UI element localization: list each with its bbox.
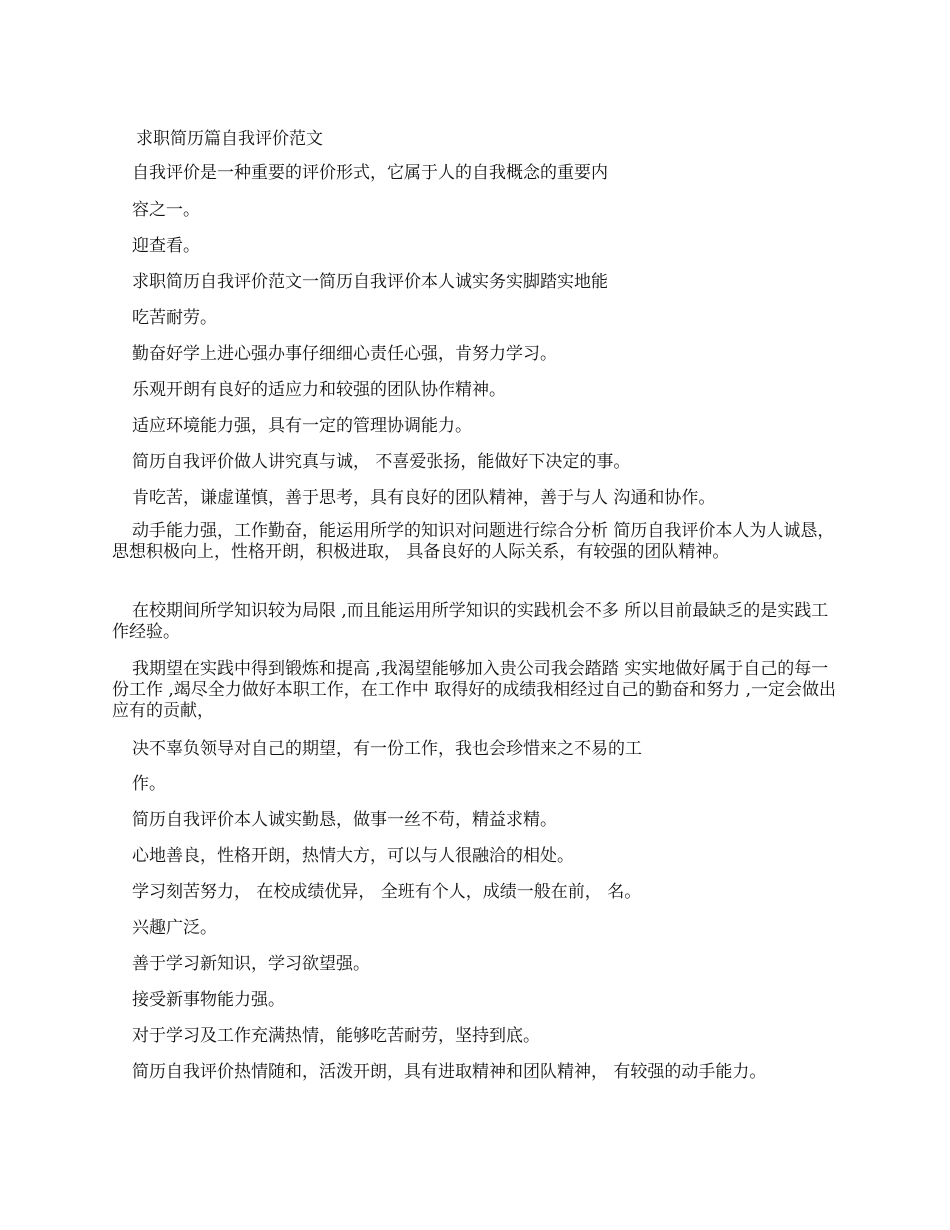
- paragraph: 求职简历自我评价范文一简历自我评价本人诚实务实脚踏实地能: [132, 272, 608, 292]
- paragraph: 对于学习及工作充满热情，能够吃苦耐劳，坚持到底。: [132, 1026, 540, 1046]
- document-title: 求职简历篇自我评价范文: [136, 129, 323, 149]
- paragraph: 在校期间所学知识较为局限 ,而且能运用所学知识的实践机会不多 所以目前最缺乏的是实践工作经验。: [112, 601, 829, 642]
- paragraph: 简历自我评价做人讲究真与诚， 不喜爱张扬，能做好下决定的事。: [132, 452, 631, 472]
- paragraph: 动手能力强，工作勤奋，能运用所学的知识对问题进行综合分析 简历自我评价本人为人诚恳，思想积极向上，性格开朗，积极进取， 具备良好的人际关系，有较强的团队精神。: [112, 521, 835, 562]
- paragraph: 心地善良，性格开朗，热情大方，可以与人很融洽的相处。: [132, 846, 574, 866]
- paragraph: 乐观开朗有良好的适应力和较强的团队协作精神。: [132, 380, 506, 400]
- paragraph: 容之一。: [132, 200, 200, 220]
- paragraph: 作。: [132, 774, 166, 794]
- paragraph: 适应环境能力强，具有一定的管理协调能力。: [132, 416, 472, 436]
- paragraph: 勤奋好学上进心强办事仔细细心责任心强，肯努力学习。: [132, 344, 557, 364]
- paragraph: 兴趣广泛。: [132, 918, 217, 938]
- paragraph: 迎查看。: [132, 236, 200, 256]
- paragraph: 吃苦耐劳。: [132, 308, 217, 328]
- paragraph: 我期望在实践中得到锻炼和提高 ,我渴望能够加入贵公司我会踏踏 实实地做好属于自己的每一份工作 ,竭尽全力做好本职工作，在工作中 取得好的成绩我相经过自己的勤奋和努力 ,一定会做出应有的贡献，: [112, 659, 837, 721]
- paragraph: 简历自我评价本人诚实勤恳，做事一丝不苟，精益求精。: [132, 810, 557, 830]
- paragraph: 学习刻苦努力， 在校成绩优异， 全班有个人，成绩一般在前， 名。: [132, 882, 642, 902]
- paragraph: 善于学习新知识，学习欲望强。: [132, 954, 370, 974]
- paragraph: 接受新事物能力强。: [132, 990, 285, 1010]
- paragraph: 自我评价是一种重要的评价形式，它属于人的自我概念的重要内: [132, 163, 608, 183]
- paragraph: 决不辜负领导对自己的期望，有一份工作，我也会珍惜来之不易的工: [132, 739, 642, 759]
- paragraph: 简历自我评价热情随和，活泼开朗，具有进取精神和团队精神， 有较强的动手能力。: [132, 1062, 767, 1082]
- paragraph: 肯吃苦，谦虚谨慎，善于思考，具有良好的团队精神，善于与人 沟通和协作。: [132, 488, 716, 508]
